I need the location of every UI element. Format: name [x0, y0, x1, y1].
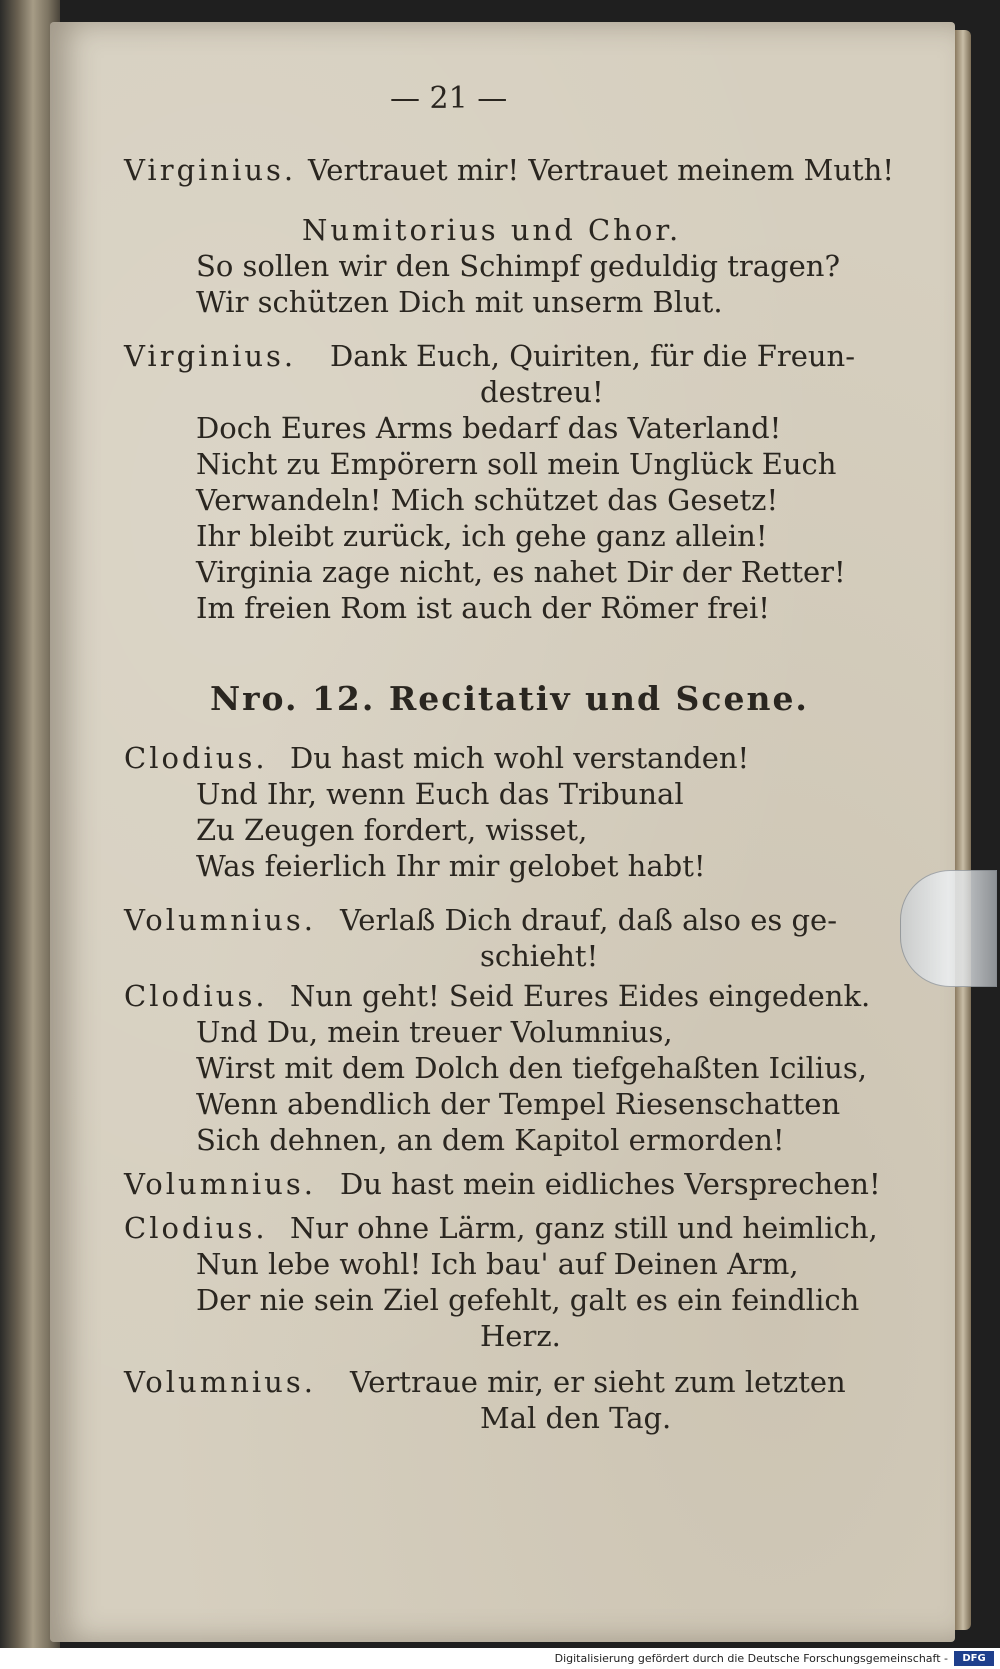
verse-line: Und Ihr, wenn Euch das Tribunal [196, 777, 684, 811]
verse-line: So sollen wir den Schimpf geduldig tragen? [196, 249, 840, 283]
verse-line: Nur ohne Lärm, ganz still und heimlich, [290, 1211, 878, 1245]
verse-line: Verlaß Dich drauf, daß also es ge- [340, 903, 838, 937]
speaker-label: Volumnius. [124, 903, 316, 937]
speaker-label: Clodius. [124, 979, 268, 1013]
funding-credit: Digitalisierung gefördert durch die Deutsche Forschungsgemeinschaft - [554, 1652, 948, 1665]
verse-line: Mal den Tag. [480, 1401, 672, 1435]
speaker-label: Volumnius. [124, 1365, 316, 1399]
verse-line: Doch Eures Arms bedarf das Vaterland! [196, 411, 782, 445]
verse-line: Nun geht! Seid Eures Eides eingedenk. [290, 979, 871, 1013]
verse-line: Wir schützen Dich mit unserm Blut. [196, 285, 723, 319]
verse-line: Vertraue mir, er sieht zum letzten [350, 1365, 846, 1399]
speaker-label: Virginius. [124, 339, 297, 373]
verse-line: Virginia zage nicht, es nahet Dir der Retter! [196, 555, 846, 589]
verse-line: Herz. [480, 1319, 561, 1353]
page-clip [900, 870, 997, 987]
verse-line: Vertrauet mir! Vertrauet meinem Muth! [308, 153, 895, 187]
speaker-label: Clodius. [124, 1211, 268, 1245]
verse-line: Du hast mein eidliches Versprechen! [340, 1167, 881, 1201]
page-edge [955, 30, 971, 1630]
verse-line: Der nie sein Ziel gefehlt, galt es ein feindlich [196, 1283, 860, 1317]
verse-line: Du hast mich wohl verstanden! [290, 741, 750, 775]
verse-line: Dank Euch, Quiriten, für die Freun- [330, 339, 856, 373]
verse-line: Und Du, mein treuer Volumnius, [196, 1015, 673, 1049]
speaker-label: Volumnius. [124, 1167, 316, 1201]
speaker-label: Numitorius und Chor. [302, 213, 682, 247]
verse-line: destreu! [480, 375, 604, 409]
verse-line: schieht! [480, 939, 599, 973]
page-number: — 21 — [390, 81, 508, 116]
verse-line: Nun lebe wohl! Ich bau' auf Deinen Arm, [196, 1247, 799, 1281]
dfg-logo: DFG [954, 1651, 994, 1666]
verse-line: Zu Zeugen fordert, wisset, [196, 813, 588, 847]
section-heading: Nro. 12. Recitativ und Scene. [210, 679, 809, 718]
verse-line: Wenn abendlich der Tempel Riesenschatten [196, 1087, 841, 1121]
verse-line: Nicht zu Empörern soll mein Unglück Euch [196, 447, 837, 481]
speaker-label: Clodius. [124, 741, 268, 775]
verse-line: Wirst mit dem Dolch den tiefgehaßten Icilius, [196, 1051, 867, 1085]
speaker-label: Virginius. [124, 153, 297, 187]
verse-line: Ihr bleibt zurück, ich gehe ganz allein! [196, 519, 768, 553]
verse-line: Verwandeln! Mich schützet das Gesetz! [196, 483, 779, 517]
verse-line: Im freien Rom ist auch der Römer frei! [196, 591, 770, 625]
verse-line: Was feierlich Ihr mir gelobet habt! [196, 849, 706, 883]
verse-line: Sich dehnen, an dem Kapitol ermorden! [196, 1123, 785, 1157]
